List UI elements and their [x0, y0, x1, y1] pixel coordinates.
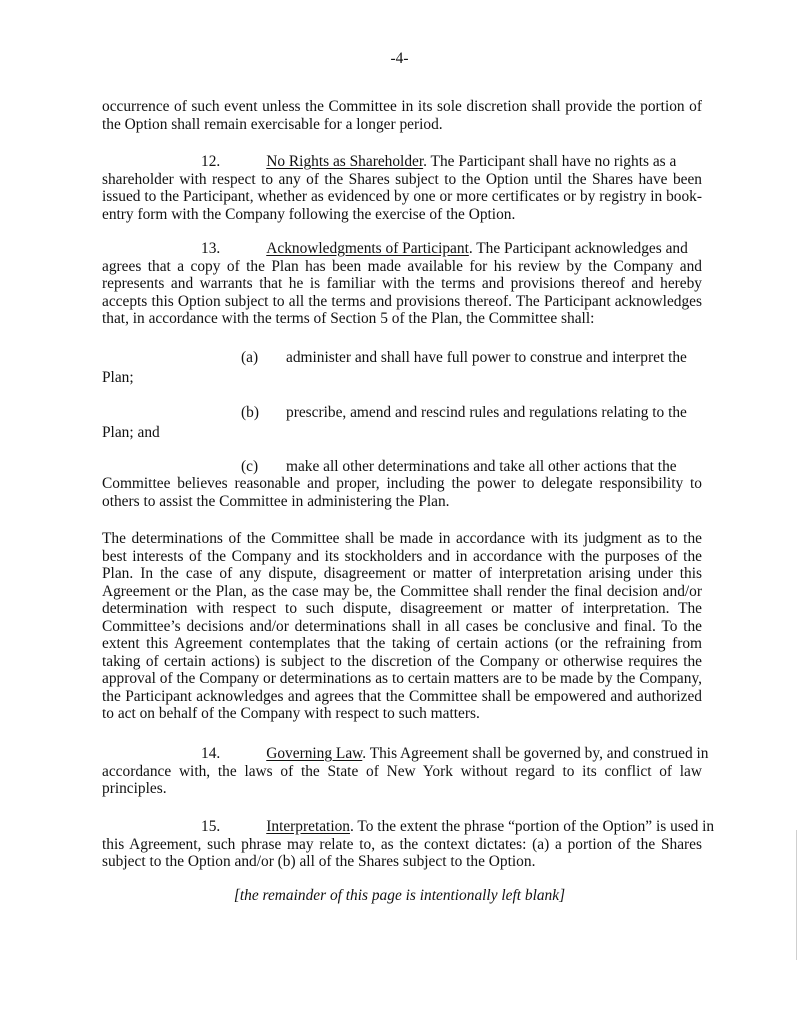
- paragraph-line: to act on behalf of the Company with respect to such matters.: [102, 705, 480, 722]
- section-14: [102, 745, 709, 798]
- continuation-paragraph: [102, 98, 702, 133]
- paragraph-line: others to assist the Committee in administering the Plan.: [102, 492, 450, 510]
- paragraph-line: principles.: [102, 780, 167, 797]
- list-item-continuation: Plan;: [102, 369, 134, 386]
- section-first-line-text: . To the extent the phrase “portion of the Option” is used in: [350, 818, 715, 835]
- paragraph-line: the Option shall remain exercisable for a longer period.: [102, 115, 443, 133]
- paragraph-line: Committee’s decisions and/or determinations shall in all cases be conclusive and final. To the: [102, 617, 702, 635]
- paragraph-line: occurrence of such event unless the Committee in its sole discretion shall provide the portion of: [102, 98, 702, 115]
- paragraph-line: agrees that a copy of the Plan has been made available for his review by the Company and: [102, 257, 702, 275]
- paragraph-line: taking of certain actions) is subject to the discretion of the Company or otherwise requires the: [102, 652, 702, 670]
- list-item-continuation: Plan; and: [102, 424, 160, 441]
- section-number: 15.: [201, 818, 221, 835]
- section-first-line-text: . This Agreement shall be governed by, and construed in: [362, 745, 709, 762]
- section-first-line-text: . The Participant shall have no rights as a: [423, 153, 677, 170]
- paragraph-line: subject to the Option and/or (b) all of the Shares subject to the Option.: [102, 853, 536, 870]
- paragraph-line: issued to the Participant, whether as evidenced by one or more certificates or by registry in book-: [102, 188, 702, 205]
- section-first-line: [102, 818, 715, 836]
- section-15: [102, 818, 715, 871]
- paragraph-line: Agreement or the Plan, as the case may be, the Committee shall render the final decision and/or: [102, 582, 702, 600]
- section-number: 12.: [201, 153, 221, 170]
- page-number: -4-: [390, 50, 409, 67]
- section-number: 13.: [201, 240, 221, 257]
- list-item-text: make all other determinations and take all other actions that the: [286, 458, 677, 475]
- section-first-line-text: . The Participant acknowledges and: [468, 240, 688, 257]
- paragraph-line: that, in accordance with the terms of Section 5 of the Plan, the Committee shall:: [102, 310, 595, 327]
- section-12: [102, 153, 702, 223]
- paragraph-line: accordance with, the laws of the State of New York without regard to its conflict of law: [102, 762, 702, 780]
- list-item-text: administer and shall have full power to construe and interpret the: [286, 349, 687, 366]
- list-item-label: (a): [241, 349, 259, 366]
- section-first-line: [102, 153, 702, 171]
- section-heading: Governing Law: [266, 745, 363, 762]
- closing-note: [the remainder of this page is intentionally left blank]: [233, 887, 566, 904]
- scan-edge-mark: [796, 830, 797, 960]
- paragraph-line: represents and warrants that he is familiar with the terms and provisions thereof and hereby: [102, 275, 702, 292]
- list-item-text: prescribe, amend and rescind rules and regulations relating to the: [286, 404, 687, 421]
- section-heading: Interpretation: [266, 818, 351, 835]
- paragraph-line: determination with respect to such dispute, disagreement or matter of interpretation. The: [102, 600, 702, 617]
- section-13: [102, 240, 702, 328]
- paragraph-line: the Participant acknowledges and agrees that the Committee shall be empowered and authorized: [102, 687, 702, 705]
- list-item-label: (b): [241, 404, 259, 421]
- paragraph-line: shareholder with respect to any of the Shares subject to the Option until the Shares have been: [102, 170, 702, 188]
- section-heading: Acknowledgments of Participant: [266, 240, 469, 257]
- paragraph-line: Committee believes reasonable and proper, including the power to delegate responsibility to: [102, 475, 702, 492]
- paragraph-line: entry form with the Company following the exercise of the Option.: [102, 205, 516, 223]
- paragraph-line: this Agreement, such phrase may relate to, as the context dictates: (a) a portion of the Shares: [102, 835, 702, 853]
- paragraph-line: Plan. In the case of any dispute, disagreement or matter of interpretation arising under this: [102, 565, 702, 582]
- paragraph-line: best interests of the Company and its stockholders and in accordance with the purposes of the: [102, 547, 702, 565]
- determinations-paragraph: [102, 530, 702, 723]
- paragraph-line: extent this Agreement contemplates that the taking of certain actions (or the refraining from: [102, 635, 702, 652]
- paragraph-line: approval of the Company or determinations as to certain matters are to be made by the Company,: [102, 670, 702, 687]
- section-number: 14.: [201, 745, 221, 762]
- list-item-continuation: [102, 475, 702, 510]
- section-first-line: [102, 745, 709, 763]
- paragraph-line: The determinations of the Committee shall be made in accordance with its judgment as to the: [102, 530, 702, 547]
- paragraph-line: accepts this Option subject to all the terms and provisions thereof. The Participant acknowledges: [102, 292, 702, 310]
- section-heading: No Rights as Shareholder: [266, 153, 424, 170]
- list-item-label: (c): [241, 458, 259, 475]
- section-first-line: [102, 240, 702, 258]
